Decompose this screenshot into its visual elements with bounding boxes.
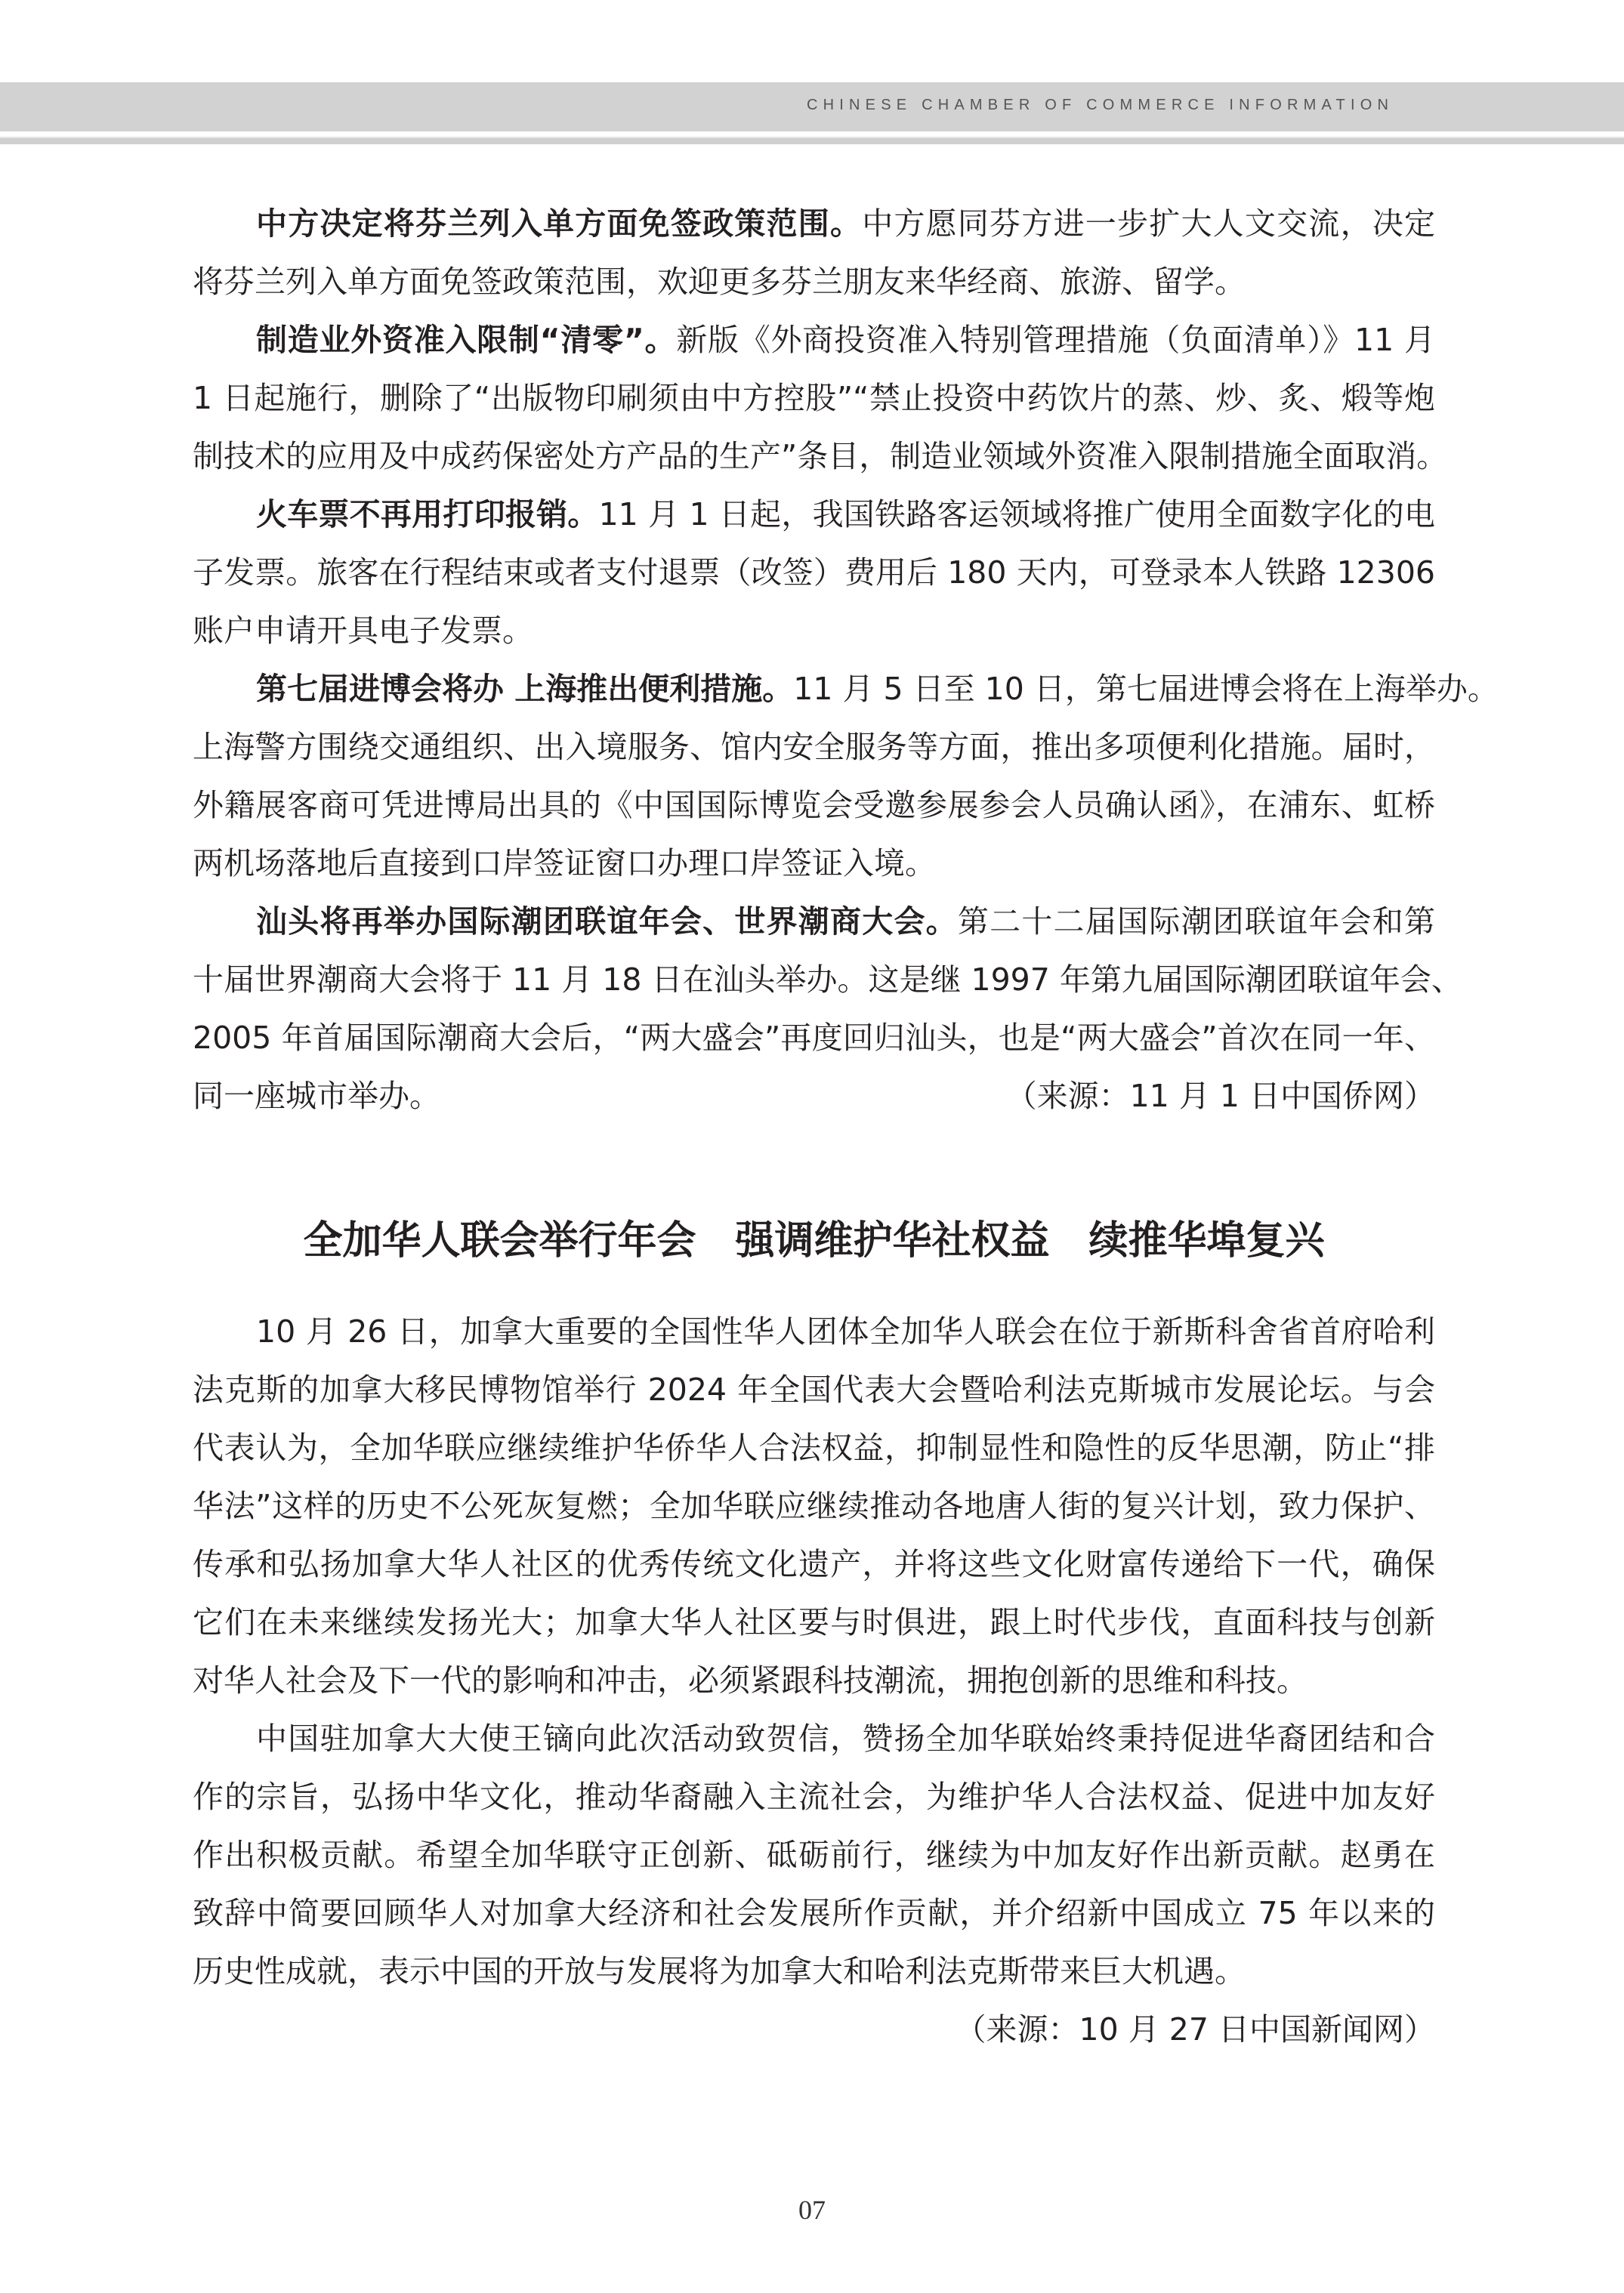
line-text: 子发票。旅客在行程结束或者支付退票（改签）费用后 180 天内，可登录本人铁路 12306 (193, 554, 1435, 591)
paragraph (193, 311, 1448, 486)
text-line (193, 776, 1435, 835)
text-line (193, 1652, 1435, 1710)
text-line (193, 1477, 1435, 1535)
text-line (193, 486, 1435, 544)
page-number: 07 (798, 2195, 826, 2225)
line-text: 作的宗旨，弘扬中华文化，推动华裔融入主流社会，为维护华人合法权益、促进中加友好 (193, 1779, 1435, 1815)
paragraph-headline: 第七届进博会将办 上海推出便利措施。 (256, 671, 794, 707)
text-line (193, 427, 1448, 486)
line-text: 1 日起施行，删除了“出版物印刷须由中方控股”“禁止投资中药饮片的蒸、炒、炙、煅等炮 (193, 380, 1435, 416)
line-text: 同一座城市举办。 (193, 1078, 440, 1114)
text-line (193, 369, 1435, 427)
line-text: 中方愿同芬方进一步扩大人文交流，决定 (862, 205, 1436, 242)
line-text: 10 月 26 日，加拿大重要的全国性华人团体全加华人联会在位于新斯科舍省首府哈利 (256, 1313, 1435, 1350)
header-divider (0, 137, 1624, 144)
paragraph (193, 1303, 1435, 1710)
article-title: 全加华人联会举行年会 强调维护华社权益 续推华埠复兴 (303, 1218, 1325, 1264)
text-line (193, 1826, 1435, 1884)
paragraph (193, 660, 1499, 893)
line-text: 2005 年首届国际潮商大会后，“两大盛会”再度回归汕头，也是“两大盛会”首次在同一年、 (193, 1020, 1435, 1056)
text-line (193, 1943, 1435, 2001)
line-text: 代表认为，全加华联应继续维护华侨华人合法权益，抑制显性和隐性的反华思潮，防止“排 (193, 1430, 1435, 1466)
paragraph-headline: 制造业外资准入限制“清零”。 (256, 322, 677, 358)
text-line (193, 1710, 1435, 1768)
text-line (193, 835, 1435, 893)
line-text: 新版《外商投资准入特别管理措施（负面清单）》11 月 (676, 322, 1435, 358)
text-line (193, 660, 1499, 718)
paragraph (193, 893, 1462, 1125)
text-line (193, 1303, 1435, 1361)
paragraph-headline: 中方决定将芬兰列入单方面免签政策范围。 (256, 205, 863, 242)
line-text: 将芬兰列入单方面免签政策范围，欢迎更多芬兰朋友来华经商、旅游、留学。 (193, 264, 1246, 300)
line-text: 11 月 1 日起，我国铁路客运领域将推广使用全面数字化的电 (598, 496, 1436, 532)
paragraph (193, 1710, 1435, 2001)
text-line (193, 195, 1435, 253)
text-line (193, 544, 1435, 602)
line-text: 历史性成就，表示中国的开放与发展将为加拿大和哈利法克斯带来巨大机遇。 (193, 1953, 1246, 1989)
line-text: 致辞中简要回顾华人对加拿大经济和社会发展所作贡献，并介绍新中国成立 75 年以来的 (193, 1895, 1435, 1931)
source-citation: （来源：11 月 1 日中国侨网） (1005, 1078, 1435, 1114)
text-line (193, 253, 1435, 311)
paragraph (193, 195, 1435, 311)
text-line (193, 1535, 1435, 1594)
running-header-title: CHINESE CHAMBER OF COMMERCE INFORMATION (807, 97, 1394, 113)
line-text: 11 月 5 日至 10 日，第七届进博会将在上海举办。 (793, 671, 1499, 707)
paragraph (193, 486, 1435, 660)
text-line (193, 1419, 1435, 1477)
text-line (193, 951, 1462, 1009)
line-text: 中国驻加拿大大使王镝向此次活动致贺信，赞扬全加华联始终秉持促进华裔团结和合 (256, 1721, 1435, 1757)
line-text: 外籍展客商可凭进博局出具的《中国国际博览会受邀参展参会人员确认函》，在浦东、虹桥 (193, 787, 1435, 823)
article-body (193, 1303, 1435, 2059)
line-text: 第二十二届国际潮团联谊年会和第 (957, 903, 1436, 940)
line-text: 上海警方围绕交通组织、出入境服务、馆内安全服务等方面，推出多项便利化措施。届时， (193, 729, 1435, 765)
news-briefs-section (193, 195, 1499, 1125)
source-citation: （来源：10 月 27 日中国新闻网） (955, 2011, 1435, 2048)
line-text: 法克斯的加拿大移民博物馆举行 2024 年全国代表大会暨哈利法克斯城市发展论坛。与会 (193, 1372, 1435, 1408)
text-line (193, 1009, 1435, 1067)
paragraph-headline: 火车票不再用打印报销。 (256, 496, 599, 532)
text-line (193, 1768, 1435, 1826)
line-text: 账户申请开具电子发票。 (193, 613, 533, 649)
paragraph-headline: 汕头将再举办国际潮团联谊年会、世界潮商大会。 (256, 903, 958, 940)
text-line (193, 602, 1435, 660)
line-text: 华法”这样的历史不公死灰复燃；全加华联应继续推动各地唐人街的复兴计划，致力保护、 (193, 1488, 1435, 1524)
text-line (193, 311, 1435, 369)
line-text: 两机场落地后直接到口岸签证窗口办理口岸签证入境。 (193, 845, 936, 881)
line-text: 对华人社会及下一代的影响和冲击，必须紧跟科技潮流，拥抱创新的思维和科技。 (193, 1662, 1308, 1699)
line-text: 十届世界潮商大会将于 11 月 18 日在汕头举办。这是继 1997 年第九届国际潮团联谊年会、 (193, 961, 1462, 998)
text-line (193, 718, 1435, 776)
line-text: 作出积极贡献。希望全加华联守正创新、砥砺前行，继续为中加友好作出新贡献。赵勇在 (193, 1837, 1435, 1873)
text-line (193, 1067, 1435, 1125)
text-line (193, 893, 1435, 951)
text-line (193, 1361, 1435, 1419)
line-text: 它们在未来继续发扬光大；加拿大华人社区要与时俱进，跟上时代步伐，直面科技与创新 (193, 1604, 1435, 1640)
text-line (193, 1594, 1435, 1652)
line-text: 制技术的应用及中成药保密处方产品的生产”条目，制造业领域外资准入限制措施全面取消。 (193, 438, 1448, 474)
line-text: 传承和弘扬加拿大华人社区的优秀传统文化遗产，并将这些文化财富传递给下一代，确保 (193, 1546, 1435, 1582)
text-line (193, 1884, 1435, 1943)
